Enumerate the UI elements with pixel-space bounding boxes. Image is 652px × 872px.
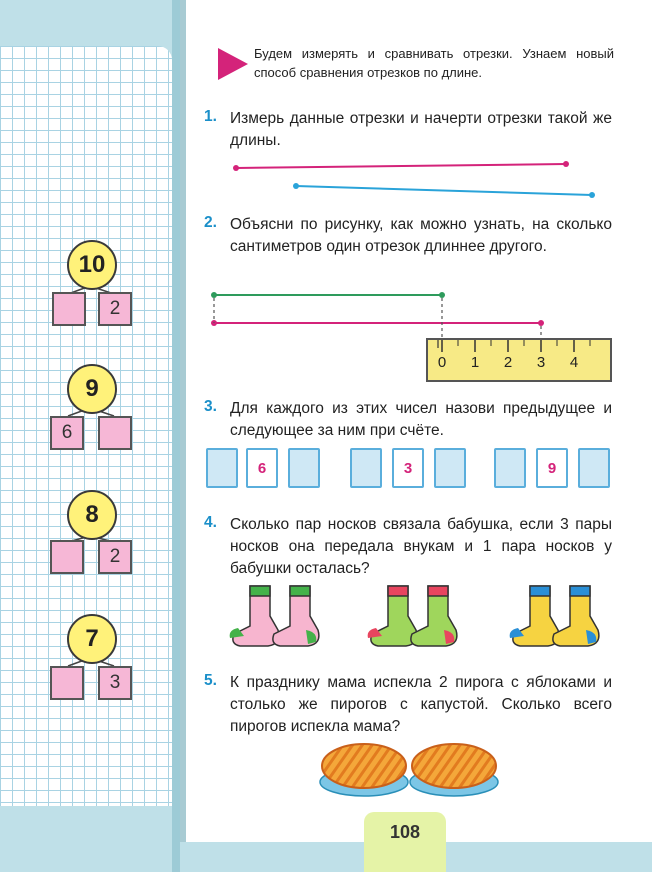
task-4-number: 4. bbox=[204, 514, 217, 531]
box-after-3[interactable] bbox=[578, 448, 610, 488]
task-3-text: Для каждого из этих чисел назови предыдущее и следующее за ним при счёте. bbox=[230, 400, 612, 439]
socks-blue-pair-icon bbox=[508, 580, 618, 652]
pies-icon bbox=[318, 736, 502, 800]
play-arrow-icon bbox=[216, 46, 250, 86]
box-number-1: 6 bbox=[246, 448, 278, 488]
tree-1-left[interactable] bbox=[52, 292, 86, 326]
socks-green-pair-icon bbox=[228, 580, 338, 652]
intro-text: Будем измерять и сравнивать отрезки. Узнаем новый способ сравнения отрезков по длине. bbox=[254, 46, 614, 80]
task-4-text: Сколько пар носков связала бабушка, если 3 пары носков она передала внукам и 1 пара носков у бабушки осталась? bbox=[230, 516, 612, 577]
tree-3-left[interactable] bbox=[50, 540, 84, 574]
task-5-text: К празднику мама испекла 2 пирога с яблоками и столько же пирогов с капустой. Сколько всего пирогов испекла мама? bbox=[230, 674, 612, 735]
ruler bbox=[426, 338, 612, 382]
tree-1-right: 2 bbox=[98, 292, 132, 326]
task-1-number: 1. bbox=[204, 108, 217, 125]
task-2-number: 2. bbox=[204, 214, 217, 231]
box-after-2[interactable] bbox=[434, 448, 466, 488]
ruler-ticks bbox=[428, 340, 610, 380]
tree-4-top: 7 bbox=[67, 614, 117, 664]
tree-1-lines bbox=[0, 0, 180, 872]
ruler-tick-3: 3 bbox=[536, 354, 546, 371]
tree-1-top: 10 bbox=[67, 240, 117, 290]
tree-2-right[interactable] bbox=[98, 416, 132, 450]
box-before-1[interactable] bbox=[206, 448, 238, 488]
box-before-3[interactable] bbox=[494, 448, 526, 488]
box-before-2[interactable] bbox=[350, 448, 382, 488]
tree-3-right: 2 bbox=[98, 540, 132, 574]
task-1-text: Измерь данные отрезки и начерти отрезки такой же длины. bbox=[230, 110, 612, 149]
ruler-tick-0: 0 bbox=[437, 354, 447, 371]
tree-4-right: 3 bbox=[98, 666, 132, 700]
task-3-number: 3. bbox=[204, 398, 217, 415]
socks-red-pair-icon bbox=[366, 580, 476, 652]
ruler-tick-1: 1 bbox=[470, 354, 480, 371]
tree-4-left[interactable] bbox=[50, 666, 84, 700]
page-number: 108 bbox=[364, 812, 446, 872]
ruler-tick-2: 2 bbox=[503, 354, 513, 371]
box-after-1[interactable] bbox=[288, 448, 320, 488]
task-2-text: Объясни по рисунку, как можно узнать, на сколько сантиметров один отрезок длиннее другого. bbox=[230, 216, 612, 255]
box-number-2: 3 bbox=[392, 448, 424, 488]
tree-2-left: 6 bbox=[50, 416, 84, 450]
box-number-3: 9 bbox=[536, 448, 568, 488]
tree-2-top: 9 bbox=[67, 364, 117, 414]
tree-3-top: 8 bbox=[67, 490, 117, 540]
task-5-number: 5. bbox=[204, 672, 217, 689]
ruler-tick-4: 4 bbox=[569, 354, 579, 371]
